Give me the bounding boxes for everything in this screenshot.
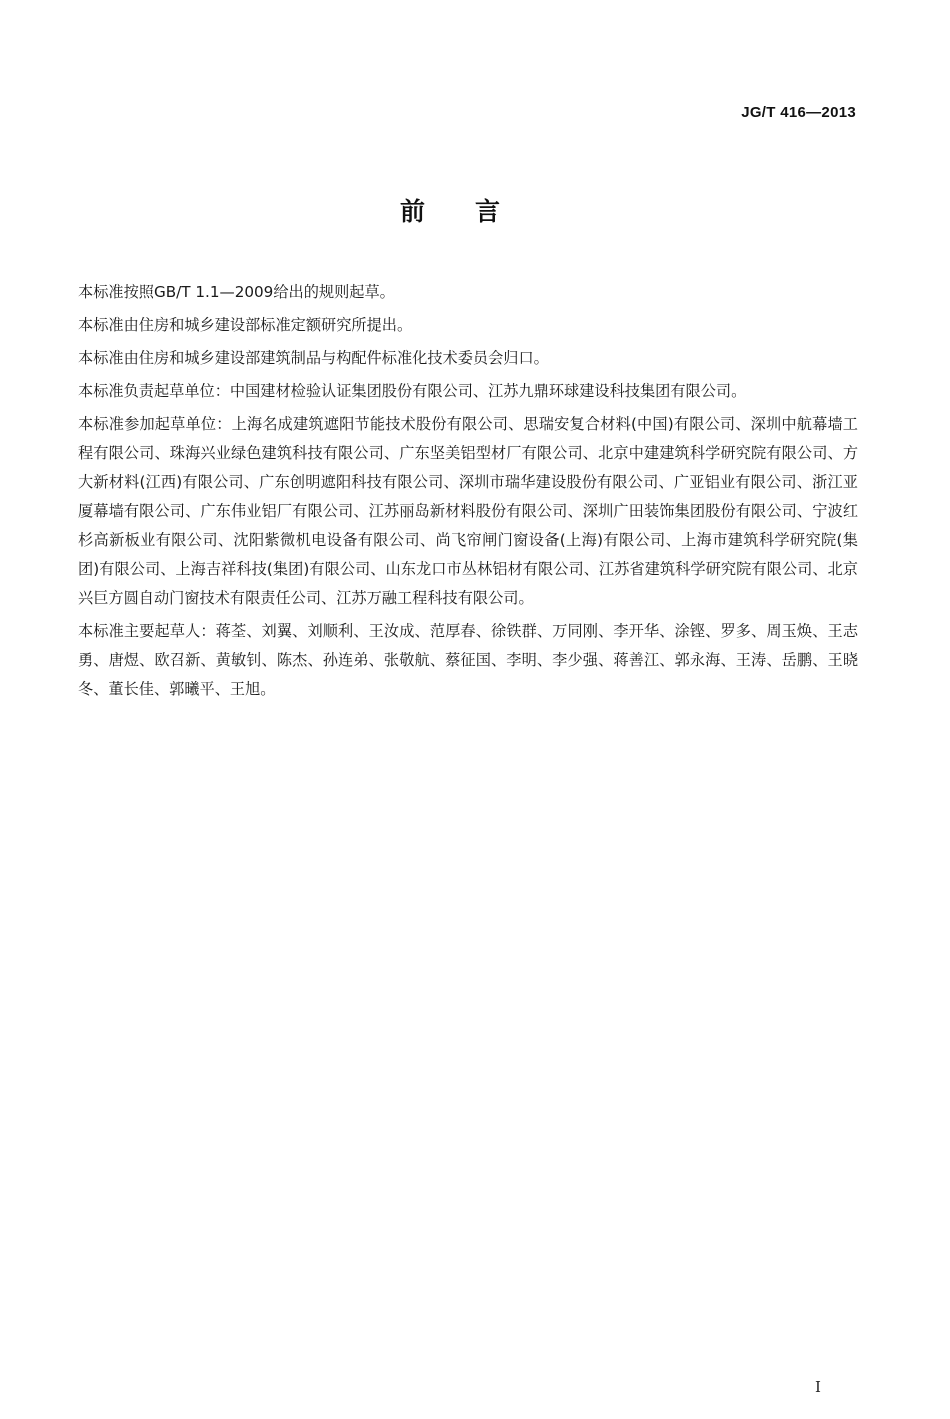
paragraph-committee: 本标准由住房和城乡建设部建筑制品与构配件标准化技术委员会归口。 — [78, 349, 549, 367]
foreword-body — [78, 278, 858, 708]
paragraph-drafting-rules: 本标准按照GB/T 1.1—2009给出的规则起草。 — [78, 283, 395, 301]
paragraph-main-drafters: 本标准主要起草人：蒋荃、刘翼、刘顺利、王汝成、范厚春、徐铁群、万同刚、李开华、涂铿、罗多、周玉焕、王志勇、唐煜、欧召新、黄敏钊、陈杰、孙连弟、张敬航、蔡征国、李明、李少强、蒋善江、郭永海、王涛、岳鹏、王晓冬、董长佳、郭曦平、王旭。 — [78, 622, 858, 698]
page-number: I — [815, 1378, 821, 1396]
standard-code: JG/T 416—2013 — [741, 104, 856, 121]
paragraph-participating-drafters: 本标准参加起草单位：上海名成建筑遮阳节能技术股份有限公司、思瑞安复合材料(中国)有限公司、深圳中航幕墙工程有限公司、珠海兴业绿色建筑科技有限公司、广东坚美铝型材厂有限公司、北京中建建筑科学研究院有限公司、方大新材料(江西)有限公司、广东创明遮阳科技有限公司、深圳市瑞华建设股份有限公司、广亚铝业有限公司、浙江亚厦幕墙有限公司、广东伟业铝厂有限公司、江苏丽岛新材料股份有限公司、深圳广田装饰集团股份有限公司、宁波红杉高新板业有限公司、沈阳紫微机电设备有限公司、尚飞帘闸门窗设备(上海)有限公司、上海市建筑科学研究院(集团)有限公司、上海吉祥科技(集团)有限公司、山东龙口市丛林铝材有限公司、江苏省建筑科学研究院有限公司、北京兴巨方圆自动门窗技术有限责任公司、江苏万融工程科技有限公司。 — [78, 415, 858, 607]
paragraph-lead-drafters: 本标准负责起草单位：中国建材检验认证集团股份有限公司、江苏九鼎环球建设科技集团有限公司。 — [78, 382, 747, 400]
paragraph-proposer: 本标准由住房和城乡建设部标准定额研究所提出。 — [78, 316, 413, 334]
page-title: 前言 — [399, 197, 550, 226]
